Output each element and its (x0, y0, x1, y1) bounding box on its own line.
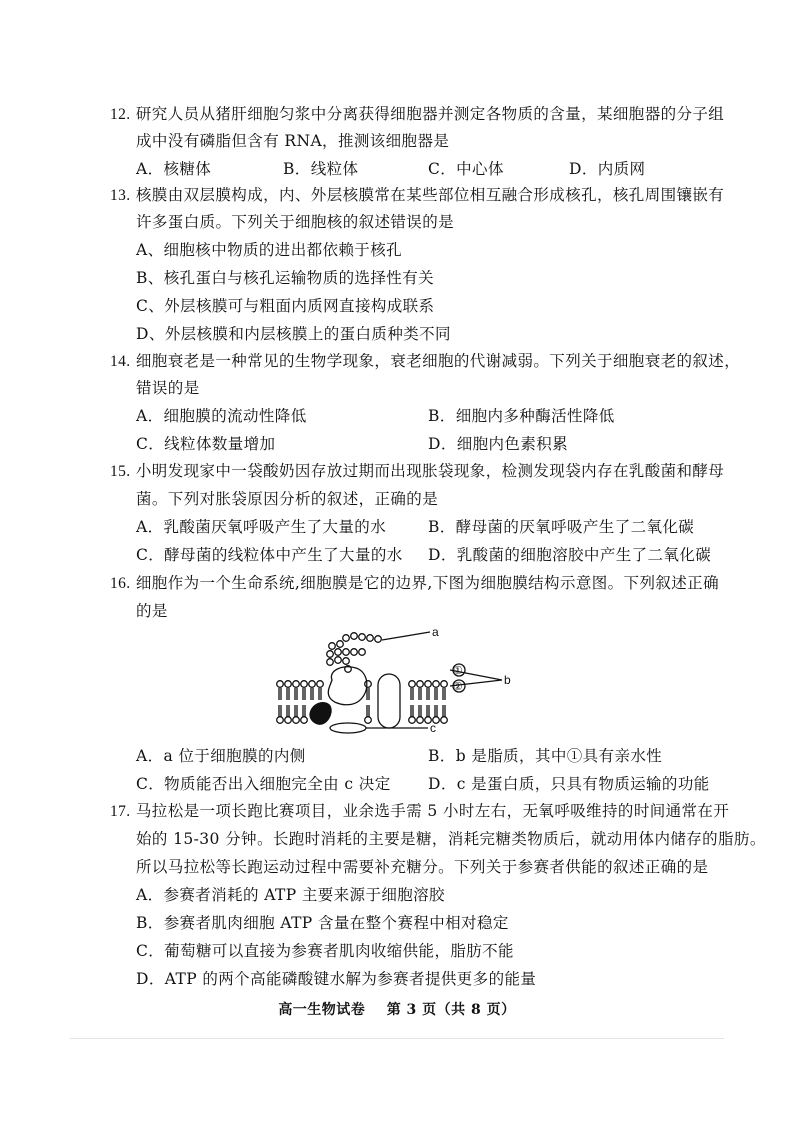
question-stem: 马拉松是一项长跑比赛项目，业余选手需 5 小时左右，无氧呼吸维持的时间通常在开 (135, 802, 730, 820)
question-stem: 错误的是 (136, 379, 200, 397)
peripheral-protein (330, 723, 366, 733)
question-stem: 细胞作为一个生命系统,细胞膜是它的边界,下图为细胞膜结构示意图。下列叙述正确 (135, 574, 719, 592)
question-number: 13. (110, 187, 131, 204)
option-d: D．c 是蛋白质，只具有物质运输的功能 (428, 775, 710, 793)
option-a: A．细胞膜的流动性降低 (136, 407, 307, 425)
option-d: D．ATP 的两个高能磷酸键水解为参赛者提供更多的能量 (136, 970, 537, 988)
option-c: C、外层核膜可与粗面内质网直接构成联系 (136, 297, 435, 315)
question-stem: 许多蛋白质。下列关于细胞核的叙述错误的是 (136, 213, 455, 231)
footer-page-number: 第 3 页（共 8 页） (386, 1002, 516, 1018)
glycoprotein-chain (327, 633, 382, 673)
option-a: A．a 位于细胞膜的内侧 (136, 747, 306, 765)
label-c: c (430, 721, 436, 735)
label-mark-2: ② (453, 681, 463, 693)
option-b: B．酵母菌的厌氧呼吸产生了二氧化碳 (428, 518, 695, 536)
question-number: 17. (110, 803, 131, 820)
question-number: 16. (110, 575, 131, 592)
footer-subject: 高一生物试卷 (278, 1002, 366, 1018)
question-stem: 小明发现家中一袋酸奶因存放过期而出现胀袋现象，检测发现袋内存在乳酸菌和酵母 (135, 462, 725, 480)
option-a: A．乳酸菌厌氧呼吸产生了大量的水 (136, 518, 387, 536)
cell-membrane-diagram (270, 622, 520, 740)
question-number: 12. (110, 106, 131, 123)
label-b: b (504, 673, 511, 687)
question-stem: 核膜由双层膜构成，内、外层核膜常在某些部位相互融合形成核孔，核孔周围镶嵌有 (135, 186, 725, 204)
phospholipid-layer-bottom-left (277, 705, 308, 723)
option-b: B．b 是脂质，其中①具有亲水性 (428, 747, 663, 765)
page-footer (0, 999, 794, 1019)
footer-divider (70, 1038, 724, 1039)
question-stem: 细胞衰老是一种常见的生物学现象，衰老细胞的代谢减弱。下列关于细胞衰老的叙述， (135, 352, 741, 370)
option-d: D、外层核膜和内层核膜上的蛋白质种类不同 (136, 325, 451, 343)
phospholipid-layer-top-left (277, 681, 324, 700)
option-c: C．中心体 (428, 160, 504, 178)
option-b: B．线粒体 (283, 160, 359, 178)
question-stem: 的是 (136, 602, 168, 620)
option-b: B．参赛者肌肉细胞 ATP 含量在整个赛程中相对稳定 (136, 914, 509, 932)
label-mark-1: ① (453, 665, 463, 677)
label-a: a (432, 625, 439, 639)
option-c: C．酵母菌的线粒体中产生了大量的水 (136, 546, 403, 564)
question-stem: 研究人员从猪肝细胞匀浆中分离获得细胞器并测定各物质的含量，某细胞器的分子组 (135, 105, 725, 123)
option-c: C．葡萄糖可以直接为参赛者肌肉收缩供能，脂肪不能 (136, 942, 514, 960)
option-a: A．参赛者消耗的 ATP 主要来源于细胞溶胶 (136, 886, 445, 904)
option-d: D．乳酸菌的细胞溶胶中产生了二氧化碳 (428, 546, 712, 564)
phospholipid-layer-top-right (409, 681, 448, 700)
option-a: A、细胞核中物质的进出都依赖于核孔 (136, 241, 402, 259)
question-number: 15. (110, 463, 131, 480)
question-number: 14. (110, 353, 131, 370)
question-stem: 所以马拉松等长跑运动过程中需要补充糖分。下列关于参赛者供能的叙述正确的是 (136, 858, 709, 876)
transmembrane-protein (378, 674, 400, 728)
option-b: B．细胞内多种酶活性降低 (428, 407, 615, 425)
question-stem: 菌。下列对胀袋原因分析的叙述，正确的是 (136, 490, 439, 508)
question-stem: 成中没有磷脂但含有 RNA，推测该细胞器是 (136, 132, 450, 150)
option-d: D．内质网 (569, 160, 646, 178)
option-d: D．细胞内色素积累 (428, 435, 569, 453)
option-c: C．物质能否出入细胞完全由 c 决定 (136, 775, 391, 793)
option-b: B、核孔蛋白与核孔运输物质的选择性有关 (136, 269, 434, 287)
option-a: A．核糖体 (136, 160, 212, 178)
option-c: C．线粒体数量增加 (136, 435, 276, 453)
question-stem: 始的 15-30 分钟。长跑时消耗的主要是糖，消耗完糖类物质后，就动用体内储存的脂肪。 (136, 830, 766, 848)
phospholipid-layer-bottom-right (409, 705, 448, 723)
